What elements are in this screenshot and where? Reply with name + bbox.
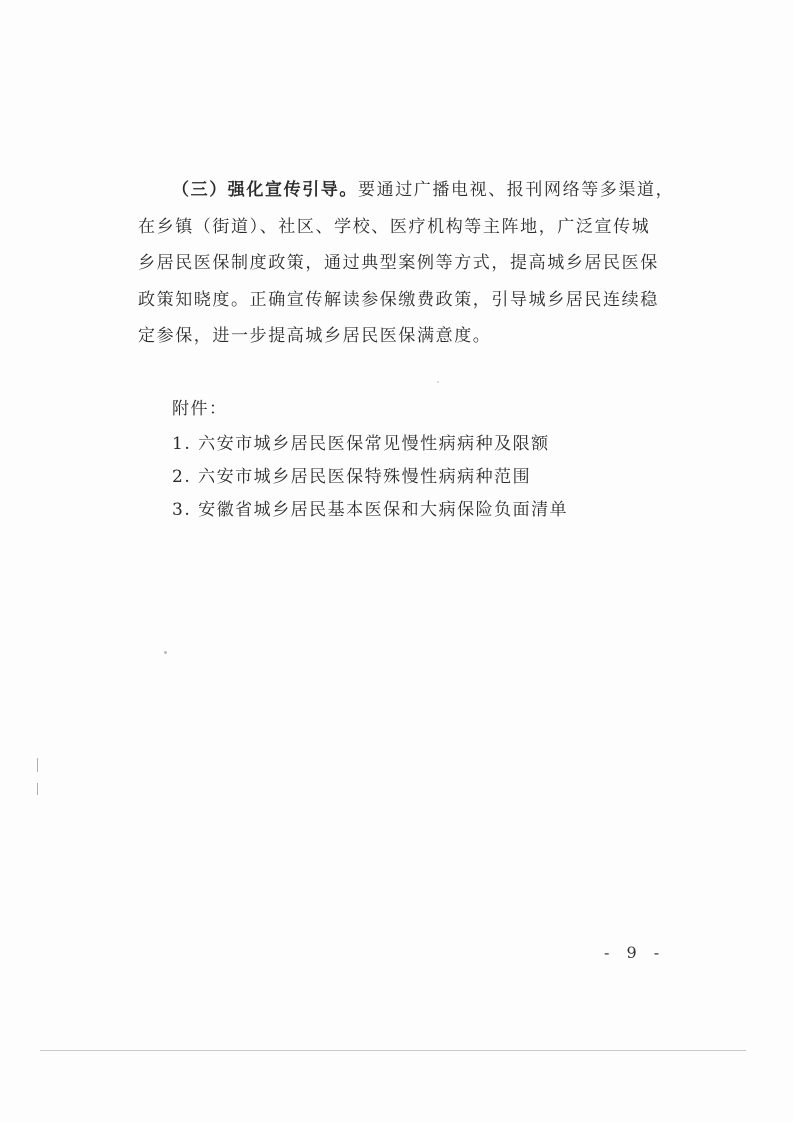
attachments-list [172,428,568,527]
attachment-item-2: 2. 六安市城乡居民医保特殊慢性病病种范围 [172,467,532,487]
page-bottom-divider [40,1050,746,1051]
paragraph-line-4: 政策知晓度。正确宣传解读参保缴费政策，引导城乡居民连续稳 [138,289,659,310]
scan-artifact-mark [37,783,38,795]
paragraph-line-3: 乡居民医保制度政策，通过典型案例等方式，提高城乡居民医保 [138,253,659,273]
attachment-item-3: 3. 安徽省城乡居民基本医保和大病保险负面清单 [172,500,569,520]
paragraph-line-2: 在乡镇（街道）、社区、学校、医疗机构等主阵地，广泛宣传城 [138,216,651,237]
attachment-item-1: 1. 六安市城乡居民医保常见慢性病病种及限额 [172,434,550,454]
section-heading: （三）强化宣传引导。 [172,180,358,200]
scan-speck [164,651,167,654]
paragraph-text-1: 要通过广播电视、报刊网络等多渠道， [358,180,675,200]
scan-speck [437,381,439,383]
paragraph-line-1 [138,172,675,209]
body-paragraph [138,172,675,355]
paragraph-line-5: 定参保，进一步提高城乡居民医保满意度。 [138,326,492,346]
page-number: - 9 - [604,943,666,962]
attachments-label: 附件： [172,399,228,419]
scan-artifact-mark [37,758,38,772]
